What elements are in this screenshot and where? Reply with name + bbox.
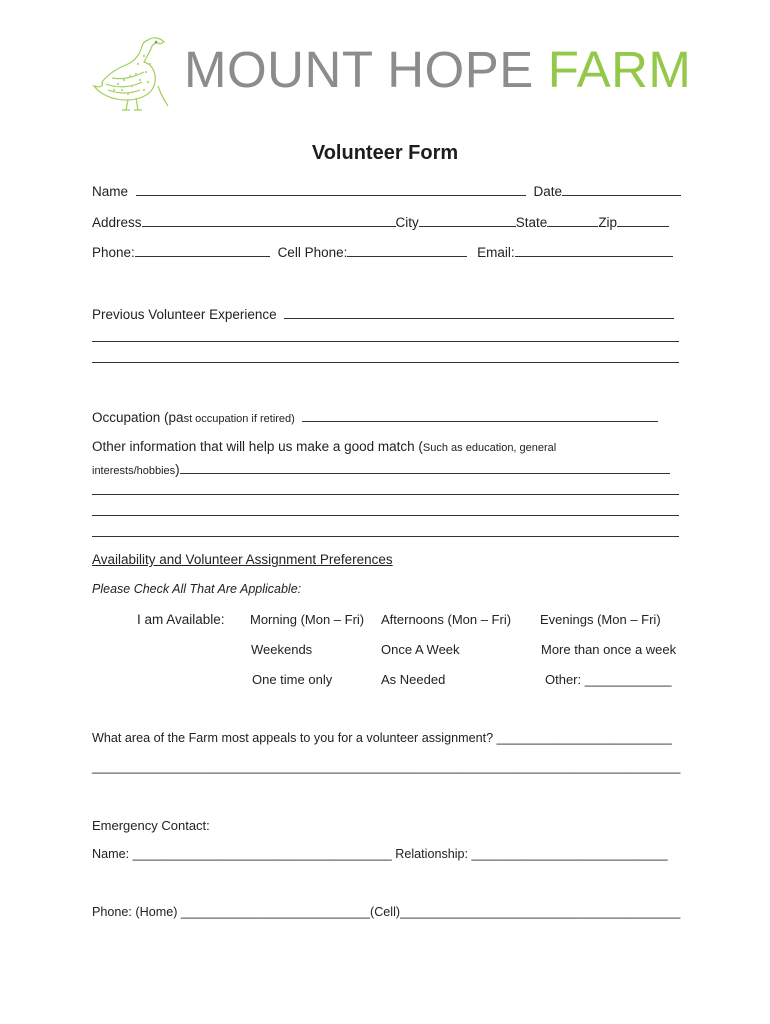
form-title: Volunteer Form xyxy=(311,142,459,164)
other-info-line-3[interactable] xyxy=(92,515,679,516)
occupation-note: st occupation if retired) xyxy=(183,413,295,425)
zip-field[interactable] xyxy=(617,214,669,227)
option-more-than-once[interactable]: More than once a week xyxy=(541,642,677,657)
logo-mount-hope-text: MOUNT HOPE xyxy=(184,41,534,98)
check-instruction: Please Check All That Are Applicable: xyxy=(92,582,302,596)
other-info-note: Such as education, general xyxy=(422,442,557,454)
previous-experience-field[interactable] xyxy=(284,306,674,319)
phone-row xyxy=(92,244,673,260)
state-field[interactable] xyxy=(547,214,598,227)
farm-area-line[interactable]: ____________________________________________________________________________________ xyxy=(92,760,681,774)
previous-experience-row xyxy=(92,306,674,322)
other-info-line-4[interactable] xyxy=(92,536,679,537)
pheasant-bird-icon xyxy=(88,34,170,114)
email-label: Email: xyxy=(477,245,515,260)
option-as-needed[interactable]: As Needed xyxy=(381,672,446,687)
date-field[interactable] xyxy=(562,183,681,196)
previous-experience-label: Previous Volunteer Experience xyxy=(92,307,277,322)
other-info-note-2: interests/hobbies xyxy=(92,465,176,477)
occupation-row xyxy=(92,409,658,425)
other-info-close: ) xyxy=(175,462,180,477)
previous-experience-line-3[interactable] xyxy=(92,362,679,363)
option-weekends[interactable]: Weekends xyxy=(251,642,313,657)
option-one-time-only[interactable]: One time only xyxy=(252,672,333,687)
option-other[interactable]: Other: ____________ xyxy=(545,672,672,687)
city-label: City xyxy=(395,215,419,230)
date-label: Date xyxy=(533,184,563,199)
option-once-a-week[interactable]: Once A Week xyxy=(381,642,460,657)
other-info-line-2[interactable] xyxy=(92,494,679,495)
emergency-contact-label: Emergency Contact: xyxy=(92,818,210,833)
option-evenings[interactable]: Evenings (Mon – Fri) xyxy=(540,612,661,627)
other-info-label: Other information that will help us make a good match ( xyxy=(92,439,423,454)
option-morning[interactable]: Morning (Mon – Fri) xyxy=(250,612,365,627)
logo-farm-text: FARM xyxy=(547,41,692,98)
zip-label: Zip xyxy=(598,215,618,230)
other-info-field[interactable] xyxy=(180,461,670,474)
name-label: Name xyxy=(92,184,129,199)
email-field[interactable] xyxy=(515,244,673,257)
occupation-field[interactable] xyxy=(302,409,658,422)
logo-wordmark xyxy=(184,41,692,98)
address-label: Address xyxy=(92,215,142,230)
cell-phone-field[interactable] xyxy=(347,244,467,257)
address-field[interactable] xyxy=(142,214,396,227)
cell-phone-label: Cell Phone: xyxy=(277,245,348,260)
farm-area-question[interactable]: What area of the Farm most appeals to you for a volunteer assignment? _________________________ xyxy=(92,731,672,745)
state-label: State xyxy=(515,215,548,230)
phone-label: Phone: xyxy=(92,245,135,260)
phone-field[interactable] xyxy=(135,244,270,257)
option-afternoons[interactable]: Afternoons (Mon – Fri) xyxy=(381,612,512,627)
occupation-label: Occupation (pa xyxy=(92,410,184,425)
name-field[interactable] xyxy=(136,183,526,196)
emergency-name-relationship-line[interactable]: Name: _____________________________________ Relationship: ____________________________ xyxy=(92,847,668,861)
previous-experience-line-2[interactable] xyxy=(92,341,679,342)
emergency-phone-line[interactable]: Phone: (Home) ___________________________(Cell)________________________________________ xyxy=(92,905,681,919)
availability-heading: Availability and Volunteer Assignment Preferences xyxy=(92,552,393,567)
name-date-row xyxy=(92,183,681,199)
available-label: I am Available: xyxy=(137,612,225,627)
city-field[interactable] xyxy=(419,214,516,227)
other-info-row xyxy=(92,439,556,454)
address-row xyxy=(92,214,669,230)
other-info-row-2 xyxy=(92,461,670,477)
